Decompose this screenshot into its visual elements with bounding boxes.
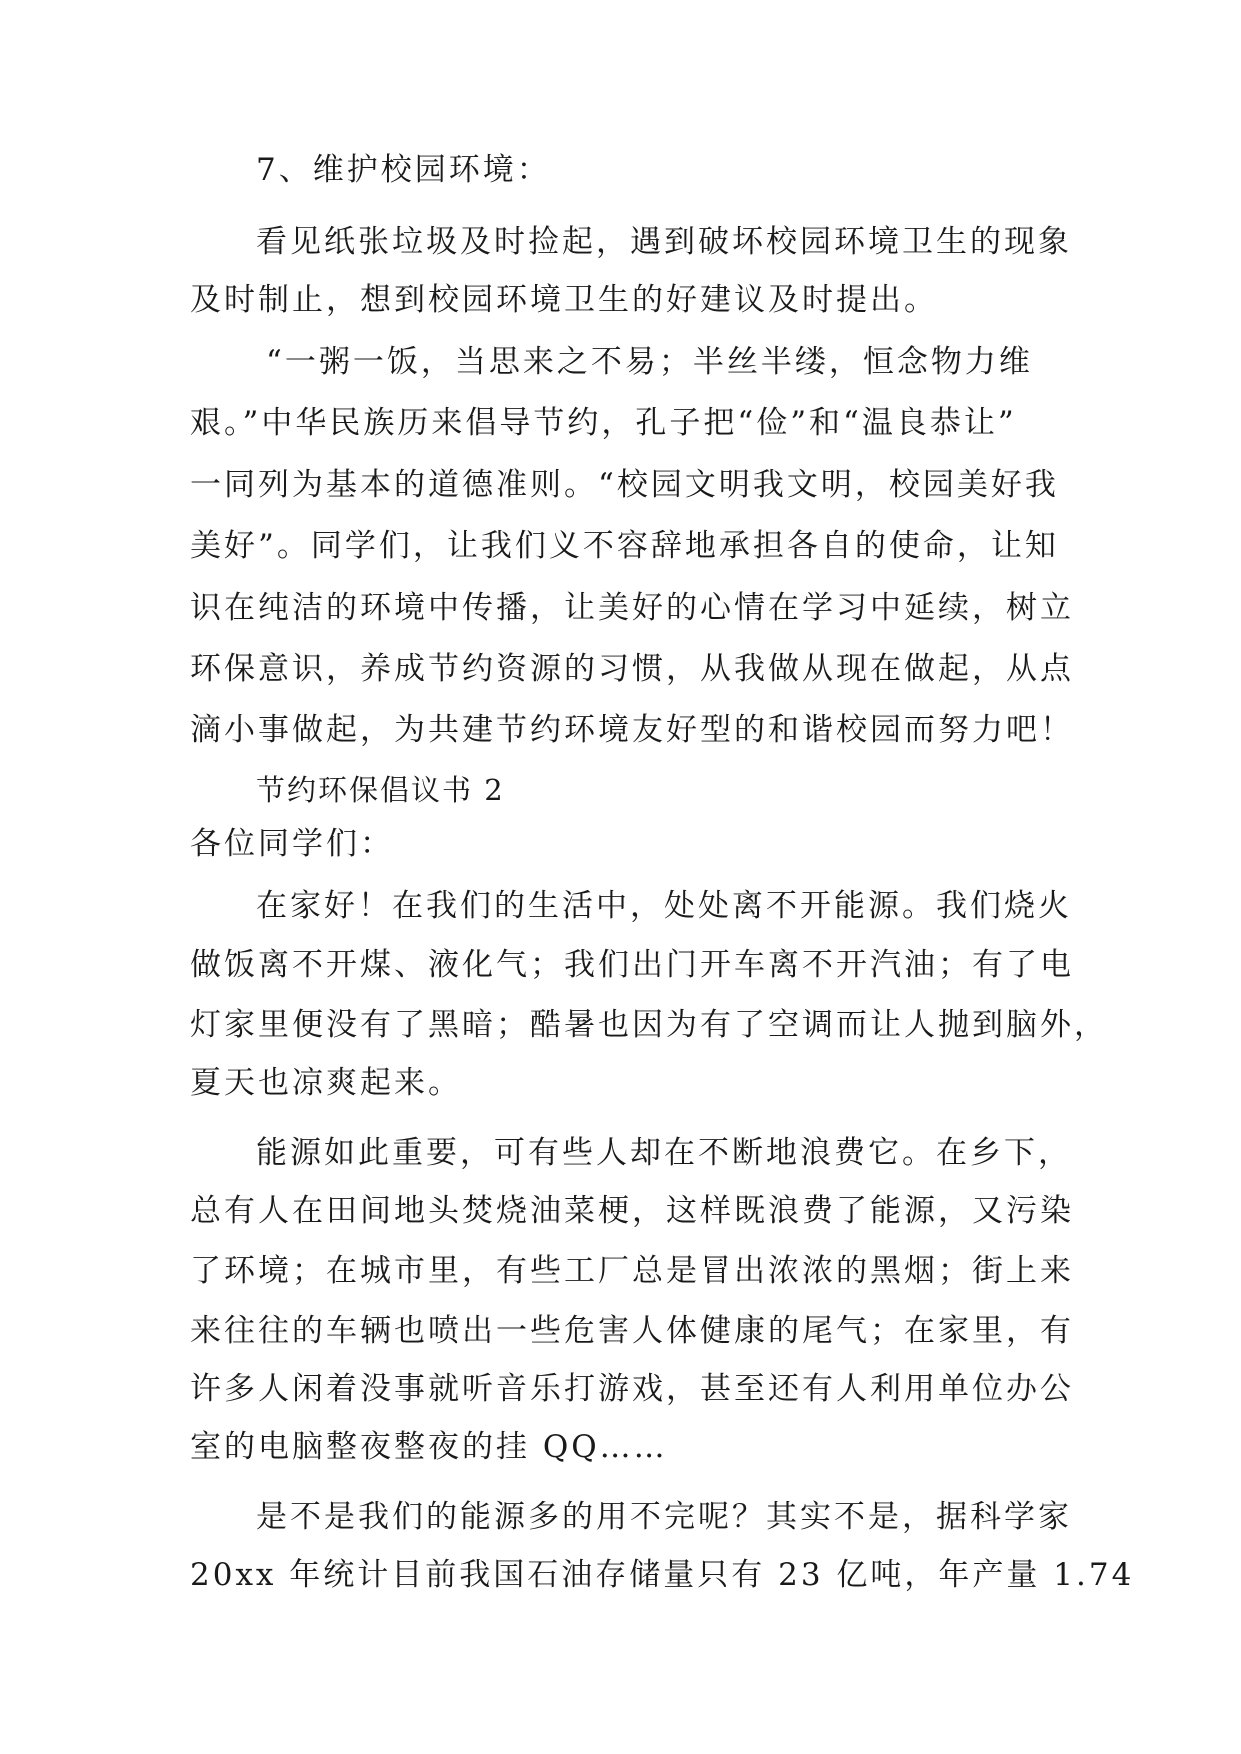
document-page: 7、维护校园环境： 看见纸张垃圾及时捡起，遇到破坏校园环境卫生的现象 及时制止，想到校园环境卫生的好建议及时提出。 “一粥一饭，当思来之不易；半丝半缕，恒念物力维 艰。”中华民族历来倡导节约，孔子把“俭”和“温良恭让” 一同列为基本的道德准则。“校园文明我文明，校园美好我 美好”。同学们，让我们义不容辞地承担各自的使命，让知 识在纯洁的环境中传播，让美好的心情在学习中延续，树立 环保意识，养成节约资源的习惯，从我做从现在做起，从点 滴小事做起，为共建节约环境友好型的和谐校园而努力吧！ 节约环保倡议书 2 各位同学们： 在家好！在我们的生活中，处处离不开能源。我们烧火 做饭离不开煤、液化气；我们出门开车离不开汽油；有了电 灯家里便没有了黑暗；酷暑也因为有了空调而让人抛到脑外， 夏天也凉爽起来。 能源如此重要，可有些人却在不断地浪费它。在乡下， 总有人在田间地头焚烧油菜梗，这样既浪费了能源，又污染 了环境；在城市里，有些工厂总是冒出浓浓的黑烟；街上来 来往往的车辆也喷出一些危害人体健康的尾气；在家里，有 许多人闲着没事就听音乐打游戏，甚至还有人利用单位办公 室的电脑整夜整夜的挂 QQ…… 是不是我们的能源多的用不完呢？其实不是，据科学家 20xx 年统计目前我国石油存储量只有 23 亿吨，年产量 1.74 [190,152,1135,1593]
